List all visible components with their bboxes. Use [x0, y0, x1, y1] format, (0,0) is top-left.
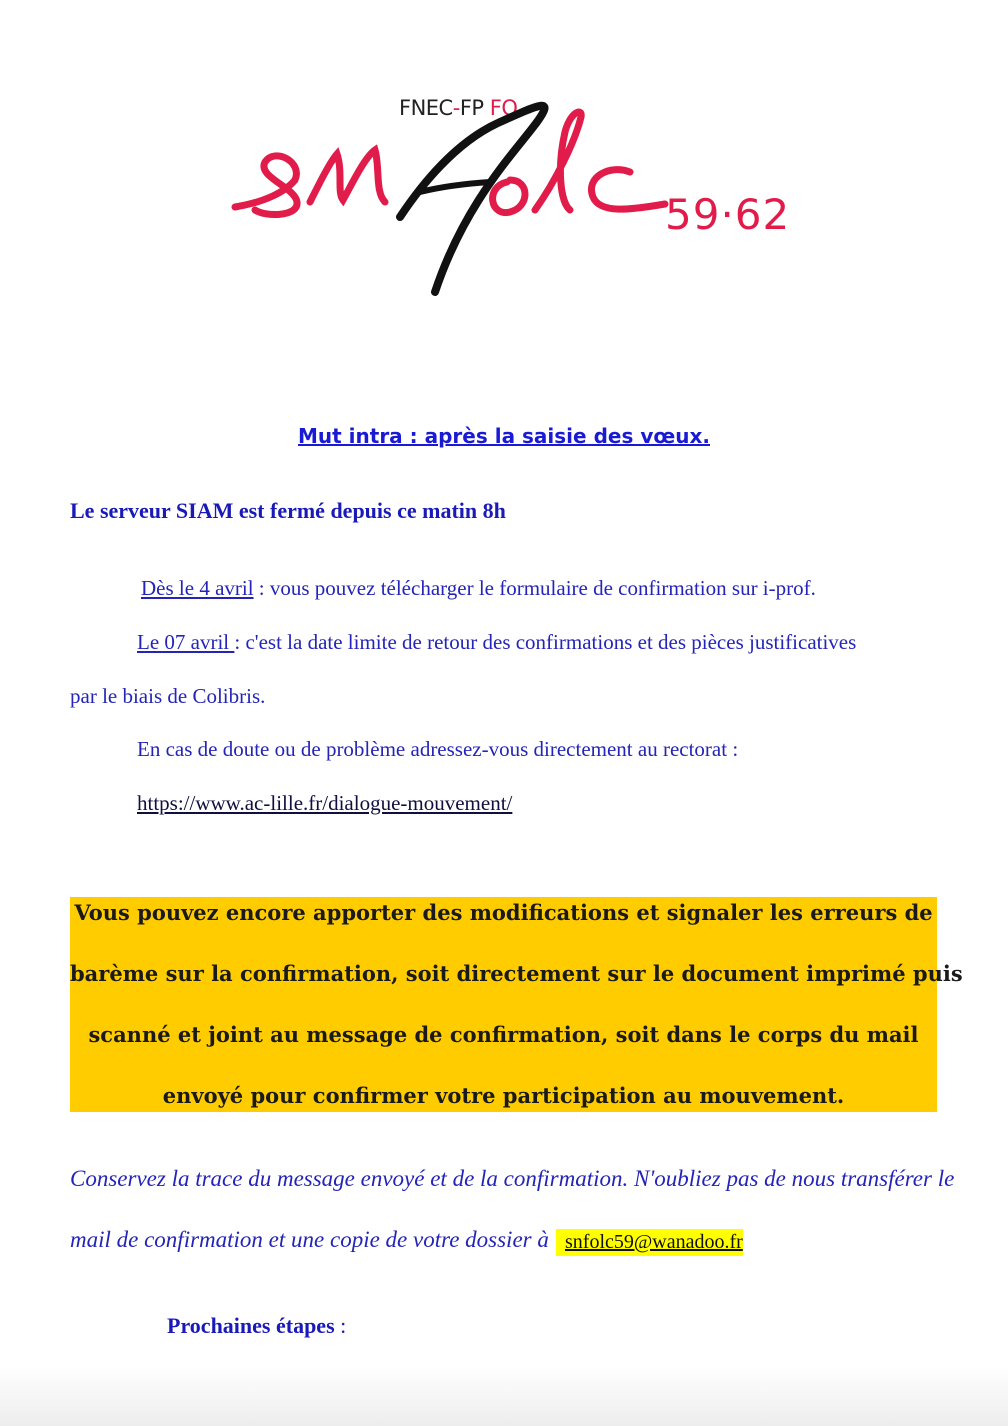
next-steps-heading: Prochaines étapes : — [167, 1313, 347, 1338]
note-line-2: mail de confirmation et une copie de votre dossier à — [70, 1227, 549, 1252]
page-title: Mut intra : après la saisie des vœux. — [298, 424, 710, 448]
paragraph-deadline: Le 07 avril : c'est la date limite de retour des confirmations et des pièces justificatives — [137, 630, 857, 654]
highlight-line-1: Vous pouvez encore apporter des modifications et signaler les erreurs de — [74, 900, 933, 925]
highlight-line-2: barème sur la confirmation, soit directement sur le document imprimé puis — [70, 961, 963, 986]
email-link[interactable]: snfolc59@wanadoo.fr — [556, 1229, 743, 1256]
snfolc-logo — [225, 92, 795, 302]
highlight-line-3: scanné et joint au message de confirmation, soit dans le corps du mail — [88, 1022, 919, 1047]
highlight-line-4: envoyé pour confirmer votre participation au mouvement. — [162, 1083, 845, 1108]
paragraph-contact: En cas de doute ou de problème adressez-vous directement au rectorat : — [137, 737, 739, 761]
paragraph-download: Dès le 4 avril : vous pouvez télécharger le formulaire de confirmation sur i-prof. — [141, 576, 816, 600]
date-07-avril: Le 07 avril — [137, 630, 235, 654]
rectorat-link[interactable]: https://www.ac-lille.fr/dialogue-mouvement/ — [137, 791, 513, 815]
page-bottom-shadow — [0, 1366, 1008, 1426]
date-4-avril: Dès le 4 avril — [141, 576, 254, 600]
subtitle: Le serveur SIAM est fermé depuis ce matin 8h — [70, 498, 506, 523]
paragraph-deadline-cont: par le biais de Colibris. — [70, 684, 266, 708]
logo-number: 59·62 — [665, 190, 791, 239]
note-line-1: Conservez la trace du message envoyé et de la confirmation. N'oubliez pas de nous transférer le — [70, 1166, 955, 1191]
logo-fnec-fp-fo: FNEC-FP FO — [399, 96, 518, 120]
highlight-box — [70, 897, 963, 1112]
rectorat-link-line — [137, 791, 512, 816]
